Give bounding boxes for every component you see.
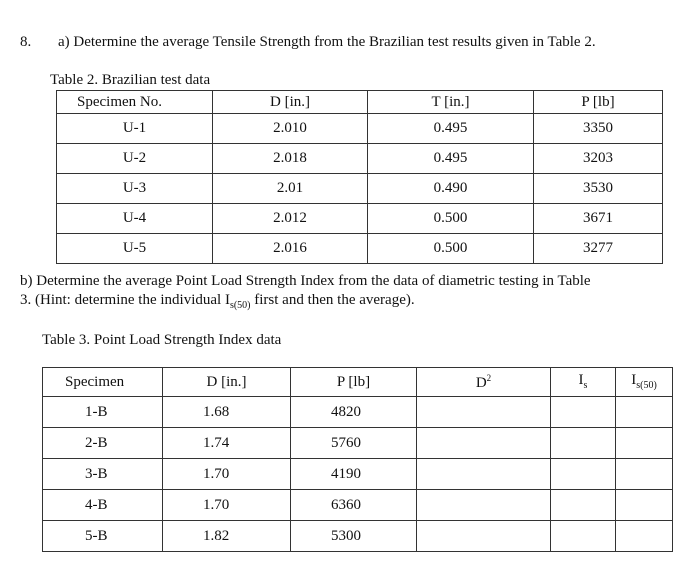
part-b-line2-subscript: s(50) — [229, 300, 251, 311]
table3-cell-specimen: 2-B — [43, 428, 163, 459]
table3-header-row — [43, 368, 673, 397]
table3-cell-is50 — [616, 459, 673, 490]
part-b-line2-start: 3. (Hint: determine the individual I — [20, 292, 230, 308]
table2-cell-specimen: U-4 — [57, 204, 213, 234]
table2-cell-specimen: U-5 — [57, 234, 213, 264]
table-row — [57, 144, 663, 174]
table3-header-is — [551, 368, 616, 397]
table3-header-is50-sub: s(50) — [636, 380, 657, 391]
table-row — [43, 459, 673, 490]
table3-cell-d: 1.74 — [163, 428, 291, 459]
table2-cell-p: 3671 — [534, 204, 663, 234]
table3-cell-specimen: 3-B — [43, 459, 163, 490]
table3-header-d2 — [417, 368, 551, 397]
table2-cell-t: 0.495 — [368, 144, 534, 174]
part-b-line2 — [20, 292, 415, 311]
table2-cell-t: 0.500 — [368, 234, 534, 264]
table3-cell-p: 5760 — [291, 428, 417, 459]
table2-cell-p: 3530 — [534, 174, 663, 204]
table3-cell-p: 4820 — [291, 397, 417, 428]
table2-cell-d: 2.010 — [213, 114, 368, 144]
table2-header-row — [57, 91, 663, 114]
table2-cell-p: 3350 — [534, 114, 663, 144]
table3-header-is50-base: I — [631, 372, 637, 388]
table2-cell-d: 2.018 — [213, 144, 368, 174]
table3-cell-is50 — [616, 397, 673, 428]
table3-cell-d2 — [417, 459, 551, 490]
table2-cell-specimen: U-1 — [57, 114, 213, 144]
table3-cell-p: 4190 — [291, 459, 417, 490]
table3-cell-is50 — [616, 521, 673, 552]
table3-cell-is — [551, 459, 616, 490]
table3-cell-specimen: 4-B — [43, 490, 163, 521]
table2-header-p: P [lb] — [534, 91, 663, 114]
table2-cell-p: 3203 — [534, 144, 663, 174]
table2-header-specimen: Specimen No. — [57, 91, 213, 114]
table3-cell-specimen: 5-B — [43, 521, 163, 552]
table3-cell-p: 5300 — [291, 521, 417, 552]
table-row — [43, 428, 673, 459]
table-row — [57, 114, 663, 144]
part-b-line2-end: first and then the average). — [250, 292, 415, 308]
table3-header-d2-base: D — [475, 374, 487, 391]
table2-header-t: T [in.] — [368, 91, 534, 114]
table2 — [56, 90, 663, 264]
table2-cell-d: 2.016 — [213, 234, 368, 264]
table-row — [57, 174, 663, 204]
table2-cell-t: 0.495 — [368, 114, 534, 144]
table3-cell-d2 — [417, 428, 551, 459]
table2-cell-d: 2.012 — [213, 204, 368, 234]
table-row — [57, 234, 663, 264]
table3-header-is-sub: s — [583, 380, 588, 391]
table3-cell-is — [551, 428, 616, 459]
table3-cell-d: 1.70 — [163, 459, 291, 490]
table2-cell-d: 2.01 — [213, 174, 368, 204]
table3-header-p: P [lb] — [291, 368, 417, 397]
table3-cell-is50 — [616, 490, 673, 521]
table3-header-d: D [in.] — [163, 368, 291, 397]
table3-cell-specimen: 1-B — [43, 397, 163, 428]
table3-header-specimen: Specimen — [43, 368, 163, 397]
part-b-line1: b) Determine the average Point Load Strength Index from the data of diametric testing in Table — [20, 273, 591, 289]
table3-cell-d: 1.68 — [163, 397, 291, 428]
table3-caption: Table 3. Point Load Strength Index data — [42, 332, 282, 348]
part-a-text: a) Determine the average Tensile Strength from the Brazilian test results given in Table 2. — [58, 34, 596, 50]
table3-cell-d: 1.82 — [163, 521, 291, 552]
table2-cell-t: 0.500 — [368, 204, 534, 234]
table-row — [43, 397, 673, 428]
table2-caption: Table 2. Brazilian test data — [50, 72, 211, 88]
table2-cell-p: 3277 — [534, 234, 663, 264]
table-row — [43, 521, 673, 552]
table3-cell-is — [551, 521, 616, 552]
table3 — [42, 367, 673, 552]
table-row — [43, 490, 673, 521]
table3-cell-d: 1.70 — [163, 490, 291, 521]
table2-cell-t: 0.490 — [368, 174, 534, 204]
table3-cell-p: 6360 — [291, 490, 417, 521]
table3-header-is-base: I — [578, 372, 584, 388]
table3-cell-d2 — [417, 490, 551, 521]
table3-cell-is50 — [616, 428, 673, 459]
table3-header-d2-sup: 2 — [486, 372, 492, 383]
table3-cell-d2 — [417, 397, 551, 428]
table-row — [57, 204, 663, 234]
table2-header-d: D [in.] — [213, 91, 368, 114]
question-number: 8. — [20, 34, 32, 50]
table3-header-is50 — [616, 368, 673, 397]
table2-cell-specimen: U-3 — [57, 174, 213, 204]
table3-cell-is — [551, 397, 616, 428]
table2-cell-specimen: U-2 — [57, 144, 213, 174]
table3-cell-is — [551, 490, 616, 521]
table3-cell-d2 — [417, 521, 551, 552]
